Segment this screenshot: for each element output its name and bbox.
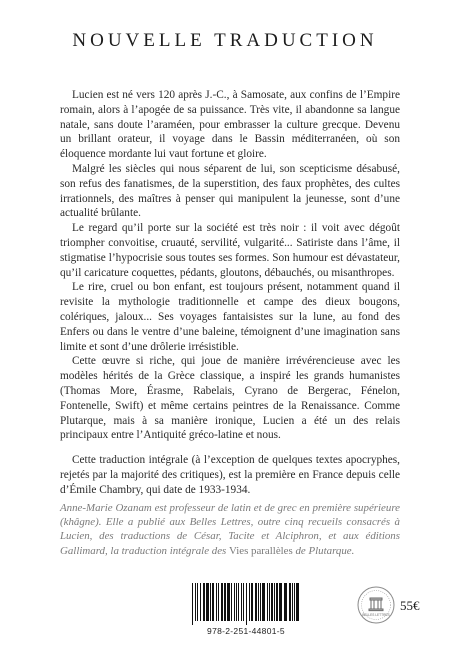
svg-text:BELLES LETTRES: BELLES LETTRES	[362, 613, 390, 617]
page-title: NOUVELLE TRADUCTION	[72, 30, 378, 51]
barcode	[188, 583, 304, 625]
isbn-number: 978-2-251-44801-5	[207, 626, 285, 636]
back-cover-text	[60, 88, 400, 498]
publisher-logo-icon	[356, 585, 396, 625]
translator-bio	[60, 501, 400, 558]
paragraph-translation: Cette traduction intégrale (à l’exception de quelques textes apocryphes, rejetés par la majorité des critiques), est la première en France depuis celle d’Émile Chambry, qui date de 1933-1934.	[60, 454, 400, 496]
paragraph-legacy: Cette œuvre si riche, qui joue de manière irrévérencieuse avec les modèles hérités de la Grèce classique, a inspiré les grands humanistes (Thomas More, Érasme, Rabelais, Cyrano de Bergerac, Fénelon, Fontenelle, Swift) et même certains peintres de la Renaissance. Comme Plutarque, mais à sa manière ironique, Lucien a été un des relais principaux entre l’Antiquité gréco-latine et nous.	[60, 355, 400, 442]
paragraph-scepticism: Malgré les siècles qui nous séparent de lui, son scepticisme désabusé, son refus des fanatismes, de la superstition, des faux prophètes, des cultes irrationnels, des maîtres à penser qui manipulent la jeunesse, sont d’une actualité brûlante.	[60, 162, 400, 220]
paragraph-laughter: Le rire, cruel ou bon enfant, est toujours présent, notamment quand il revisite la mythologie traditionnelle et campe des dieux bougons, colériques, jaloux... Ses voyages fantaisistes sur la lune, au fond des Enfers ou dans le ventre d’une baleine, témoignent d’une imagination sans limite et sont d’une drôlerie irrésistible.	[60, 281, 400, 353]
paragraph-society: Le regard qu’il porte sur la société est très noir : il voit avec dégoût triompher convoitise, cruauté, servilité, vulgarité... Satiriste dans l’âme, il stigmatise l’hypocrisie sous toutes ses formes. Son humour est dévastateur, qu’il caricature coquettes, pédants, gloutons, débauchés, ou misanthropes.	[60, 222, 400, 279]
price: 55€	[400, 598, 420, 613]
bio-work-title: Vies parallèles	[229, 544, 293, 557]
bio-text-2: de Plutarque.	[292, 544, 355, 557]
bio-text-1: Anne-Marie Ozanam est professeur de latin et de grec en première supérieure (khâgne). Elle a publié aux Belles Lettres, outre cinq recueils consacrés à Lucien, des traductions de César, Tacite et Alciphron, et aux éditions Gallimard, la traduction intégrale des	[60, 502, 400, 557]
paragraph-intro: Lucien est né vers 120 après J.-C., à Samosate, aux confins de l’Empire romain, alors à l’apogée de sa puissance. Très vite, il abandonne sa langue natale, sans doute l’araméen, pour embrasser la culture grecque. Devenu un brillant orateur, il voyage dans le Bassin méditerranéen, où son éloquence mordante lui vaut fortune et gloire.	[60, 89, 400, 161]
